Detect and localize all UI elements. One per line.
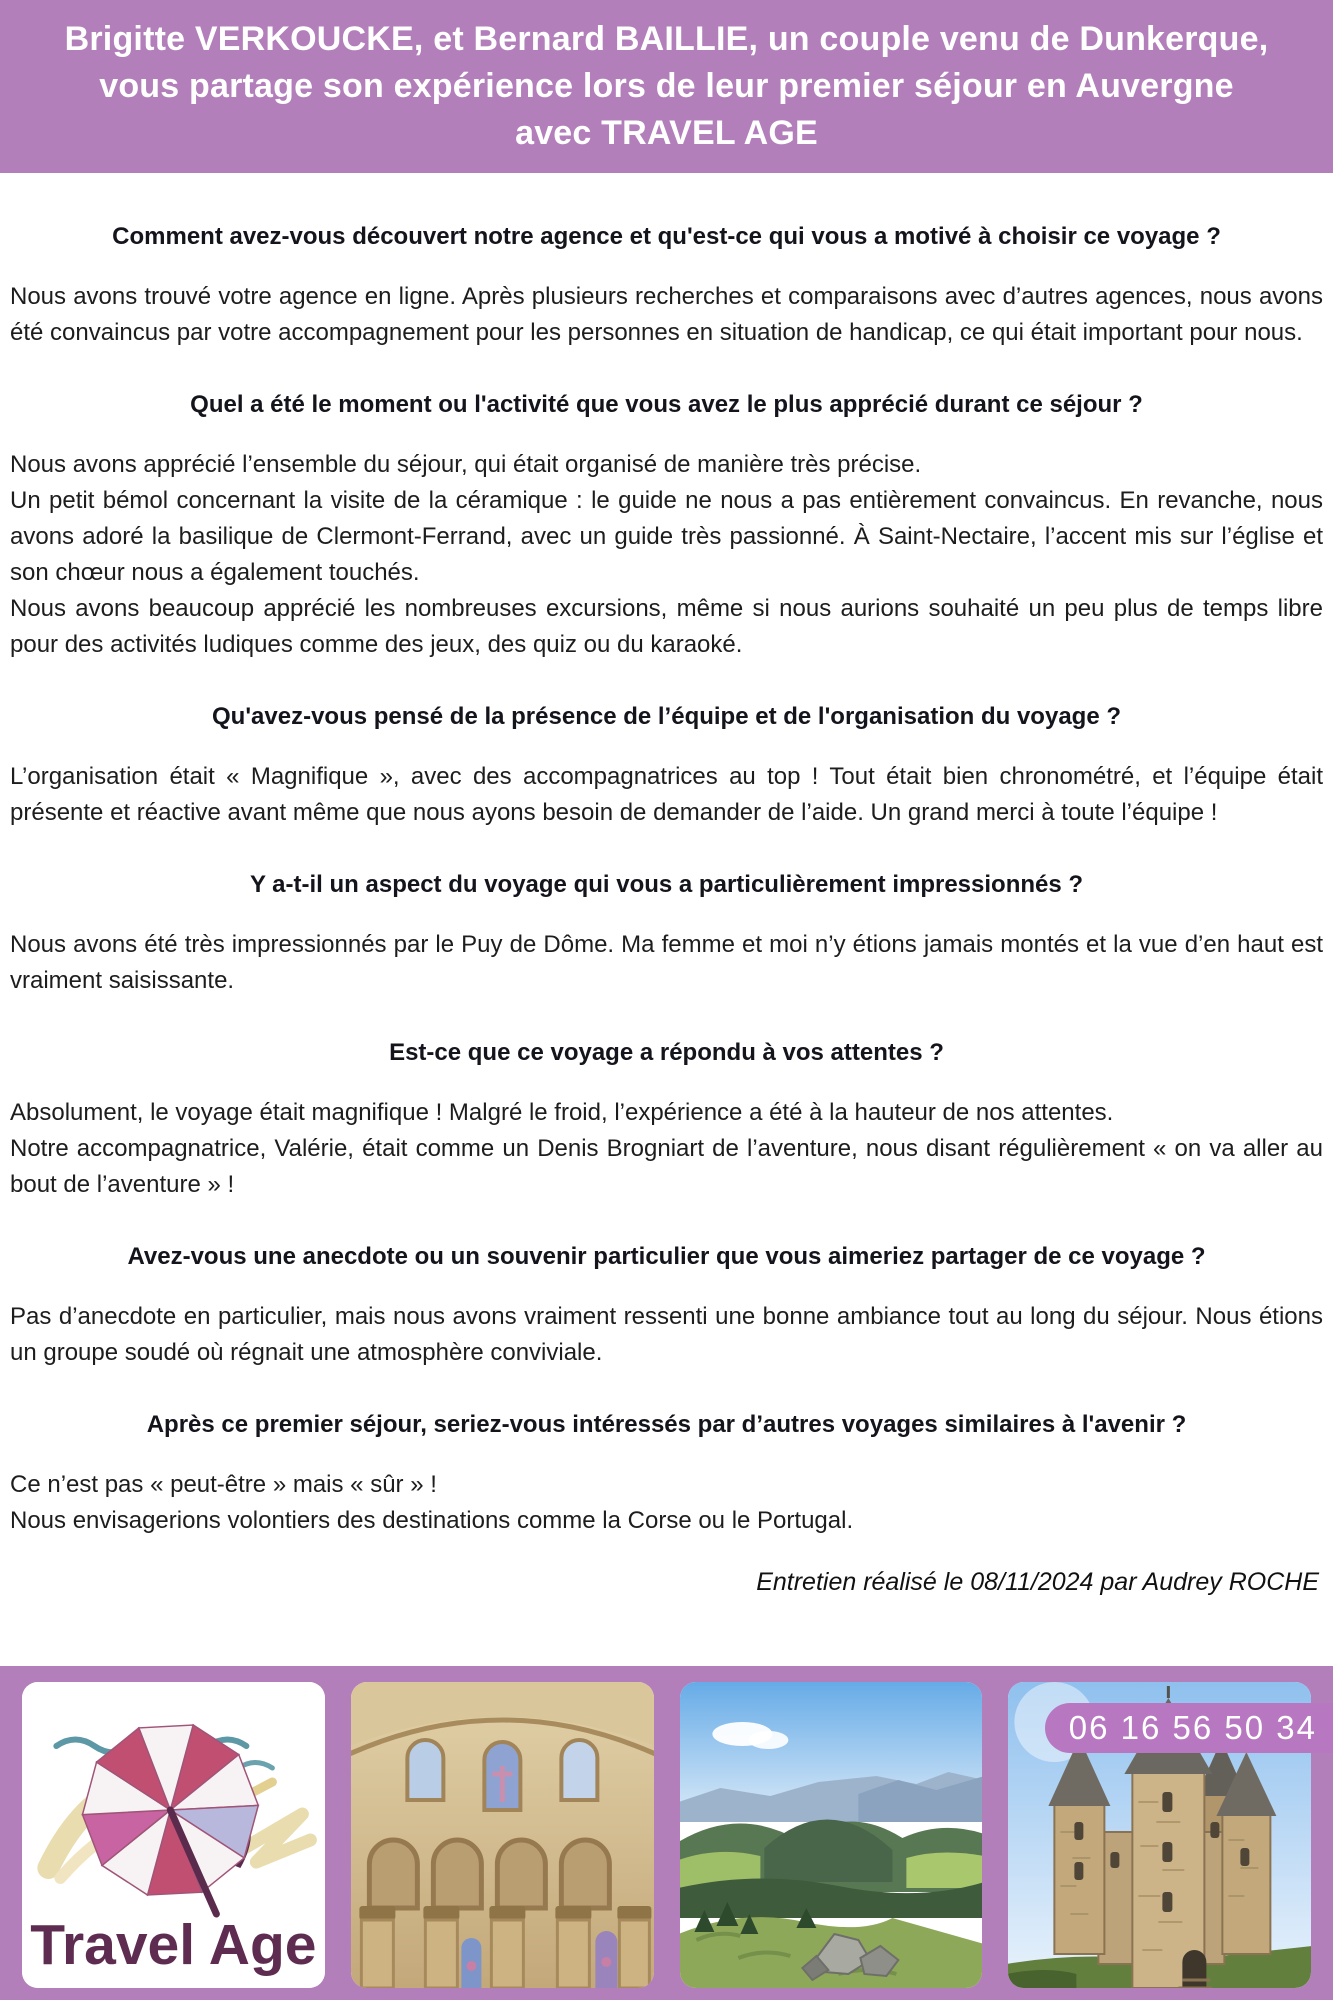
question-6: Avez-vous une anecdote ou un souvenir particulier que vous aimeriez partager de ce voyage ? xyxy=(127,1243,1206,1270)
answer-2-paragraph-3: Nous avons beaucoup apprécié les nombreuses excursions, même si nous aurions souhaité un peu plus de temps libre pour des activités ludiques comme des jeux, des quiz ou du karaoké. xyxy=(10,595,1323,658)
answer-5 xyxy=(10,1095,1323,1203)
answer-2-paragraph-1: Nous avons apprécié l’ensemble du séjour, qui était organisé de manière très précise. xyxy=(10,451,922,478)
answer-4 xyxy=(10,927,1323,999)
page-header xyxy=(0,0,1333,173)
qa-block-2 xyxy=(10,389,1323,663)
answer-2 xyxy=(10,447,1323,663)
basilica-interior-art xyxy=(351,1682,654,1988)
answer-7 xyxy=(10,1467,1323,1539)
page-title-line-1: Brigitte VERKOUCKE, et Bernard BAILLIE, un couple venu de Dunkerque, xyxy=(64,20,1269,58)
answer-4-paragraph-1: Nous avons été très impressionnés par le Puy de Dôme. Ma femme et moi n’y étions jamais montés et la vue d’en haut est vraiment saisissante. xyxy=(10,931,1323,994)
qa-block-3 xyxy=(10,701,1323,831)
qa-block-4 xyxy=(10,869,1323,999)
qa-block-1 xyxy=(10,221,1323,351)
qa-block-7 xyxy=(10,1409,1323,1539)
photo-footer xyxy=(0,1666,1333,2000)
mountain-landscape-art xyxy=(680,1682,983,1988)
page-title-line-3: avec TRAVEL AGE xyxy=(515,114,818,152)
travel-age-logo xyxy=(22,1682,325,1988)
answer-7-paragraph-1: Ce n’est pas « peut-être » mais « sûr » ! xyxy=(10,1471,437,1498)
answer-2-paragraph-2: Un petit bémol concernant la visite de la céramique : le guide ne nous a pas entièrement convaincus. En revanche, nous avons adoré la basilique de Clermont-Ferrand, avec un guide très passionné. À Saint-Nectaire, l’accent mis sur l’église et son chœur nous a également touchés. xyxy=(10,487,1323,586)
question-3: Qu'avez-vous pensé de la présence de l’équipe et de l'organisation du voyage ? xyxy=(212,703,1121,730)
interview-content xyxy=(0,173,1333,1666)
question-4: Y a-t-il un aspect du voyage qui vous a particulièrement impressionnés ? xyxy=(249,871,1084,898)
question-5: Est-ce que ce voyage a répondu à vos attentes ? xyxy=(389,1039,944,1066)
answer-6-paragraph-1: Pas d’anecdote en particulier, mais nous avons vraiment ressenti une bonne ambiance tout au long du séjour. Nous étions un groupe soudé où régnait une atmosphère conviviale. xyxy=(10,1303,1323,1366)
answer-3 xyxy=(10,759,1323,831)
answer-7-paragraph-2: Nous envisagerions volontiers des destinations comme la Corse ou le Portugal. xyxy=(10,1507,854,1534)
beach-umbrella-logo-art xyxy=(22,1682,325,1988)
answer-5-paragraph-1: Absolument, le voyage était magnifique ! Malgré le froid, l’expérience a été à la hauteur de nos attentes. xyxy=(10,1099,1114,1126)
basilica-interior-photo xyxy=(351,1682,654,1988)
answer-5-paragraph-2: Notre accompagnatrice, Valérie, était comme un Denis Brogniart de l’aventure, nous disant régulièrement « on va aller au bout de l’aventure » ! xyxy=(10,1135,1323,1198)
qa-block-5 xyxy=(10,1037,1323,1203)
phone-badge xyxy=(1045,1703,1333,1753)
answer-3-paragraph-1: L’organisation était « Magnifique », avec des accompagnatrices au top ! Tout était bien chronométré, et l’équipe était présente et réactive avant même que nous ayons besoin de demander de l’aide. Un grand merci à toute l’équipe ! xyxy=(10,763,1323,826)
page-title-line-2: vous partage son expérience lors de leur premier séjour en Auvergne xyxy=(99,67,1234,105)
question-7: Après ce premier séjour, seriez-vous intéressés par d’autres voyages similaires à l'avenir ? xyxy=(146,1411,1187,1438)
auvergne-landscape-photo xyxy=(680,1682,983,1988)
logo-wordmark: Travel Age xyxy=(30,1913,317,1977)
qa-block-6 xyxy=(10,1241,1323,1371)
question-1: Comment avez-vous découvert notre agence et qu'est-ce qui vous a motivé à choisir ce voyage ? xyxy=(112,223,1221,250)
question-2: Quel a été le moment ou l'activité que vous avez le plus apprécié durant ce séjour ? xyxy=(190,391,1143,418)
answer-1 xyxy=(10,279,1323,351)
phone-number: 06 16 56 50 34 xyxy=(1068,1709,1317,1746)
answer-6 xyxy=(10,1299,1323,1371)
interview-signature: Entretien réalisé le 08/11/2024 par Audrey ROCHE xyxy=(756,1568,1319,1596)
answer-1-paragraph-1: Nous avons trouvé votre agence en ligne. Après plusieurs recherches et comparaisons avec d’autres agences, nous avons été convaincus par votre accompagnement pour les personnes en situation de handicap, ce qui était important pour nous. xyxy=(10,283,1323,346)
